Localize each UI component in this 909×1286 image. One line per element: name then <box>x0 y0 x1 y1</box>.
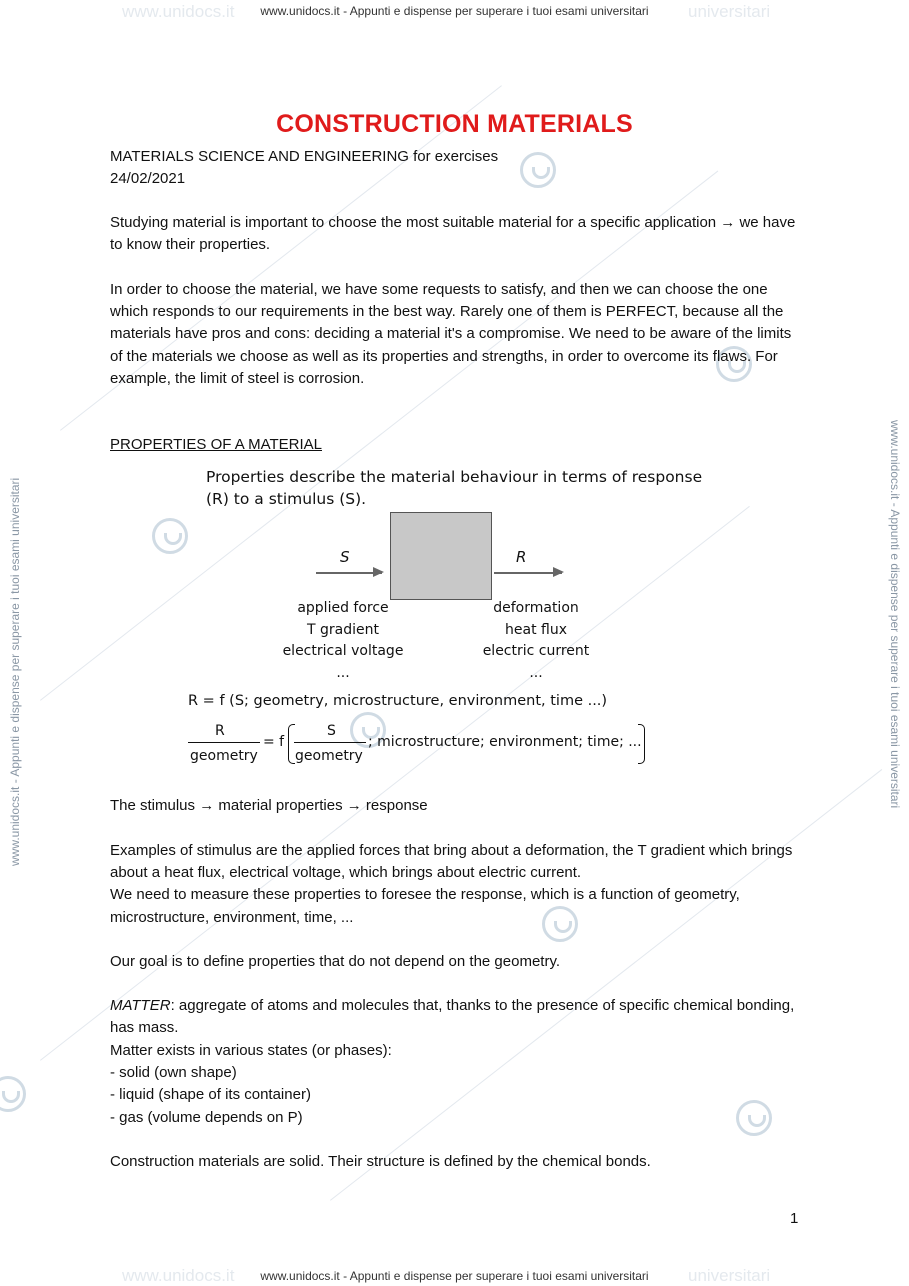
response-symbol: R <box>516 548 527 566</box>
document-date: 24/02/2021 <box>110 170 186 187</box>
unidocs-logo-icon <box>0 1076 26 1112</box>
watermark-line <box>330 769 882 1201</box>
footer-watermark: www.unidocs.it - Appunti e dispense per superare i tuoi esami universitari <box>260 1269 649 1283</box>
eq2-equals: = f <box>263 734 285 750</box>
unidocs-logo-icon <box>152 518 188 554</box>
material-box <box>390 512 492 600</box>
examples-paragraph: Examples of stimulus are the applied forces that bring about a deformation, the T gradient which brings about a heat flux, electrical voltage, which brings about electric current. We need to measure these properties to foresee the response, which is a function of geometry, microstructure, environment, time, ... <box>110 842 793 926</box>
responses-list <box>470 598 602 684</box>
page-title: CONSTRUCTION MATERIALS <box>276 110 633 138</box>
stimulus-item: ... <box>336 664 350 681</box>
watermark-ghost-text: www.unidocs.it <box>122 2 235 21</box>
matter-term: MATTER <box>110 997 171 1014</box>
watermark-ghost-text: www.unidocs.it <box>122 1266 235 1285</box>
watermark-ghost-text: universitari <box>688 1266 771 1285</box>
choice-paragraph: In order to choose the material, we have some requests to satisfy, and then we can choose the one which responds to our requirements in the best way. Rarely one of them is PERFECT, because all the materials have pros and cons: deciding a material it's a compromise. We need to be aware of the limits of the materials we choose as well as its properties and strengths, in order to overcome its flaws. For example, the limit of steel is corrosion. <box>110 281 792 387</box>
goal-paragraph: Our goal is to define properties that do not depend on the geometry. <box>110 953 561 970</box>
response-item: ... <box>529 664 543 681</box>
equation-general: R = f (S; geometry, microstructure, environment, time ...) <box>188 693 608 709</box>
stimulus-item: applied force <box>297 600 389 616</box>
response-arrow <box>494 572 562 574</box>
stimulus-symbol: S <box>340 548 350 566</box>
response-item: heat flux <box>505 621 567 638</box>
eq2-fraction-bar-right <box>294 742 366 743</box>
watermark-ghost-text: universitari <box>688 2 771 21</box>
eq2-numerator-right: S <box>327 723 336 739</box>
response-item: electric current <box>482 643 590 659</box>
side-watermark-right: www.unidocs.it - Appunti e dispense per superare i tuoi esami universitari <box>888 420 902 809</box>
header-watermark: www.unidocs.it - Appunti e dispense per superare i tuoi esami universitari <box>260 4 649 18</box>
eq2-denominator-right: geometry <box>295 748 363 764</box>
matter-definition-text: : aggregate of atoms and molecules that, thanks to the presence of specific chemical bonding, has mass. <box>110 997 795 1037</box>
stimuli-list <box>270 598 416 684</box>
section-heading: PROPERTIES OF A MATERIAL <box>110 436 322 453</box>
intro-paragraph: Studying material is important to choose the most suitable material for a specific application → we have to know their properties. <box>110 214 796 254</box>
eq2-denominator-left: geometry <box>190 748 258 764</box>
stimulus-arrow <box>316 572 382 574</box>
stimulus-item: T gradient <box>307 621 379 638</box>
matter-definition <box>110 995 800 1039</box>
eq2-fraction-bar-left <box>188 742 260 743</box>
stimulus-flow-line: The stimulus → material properties → response <box>110 797 428 814</box>
stimulus-response-figure <box>186 462 703 772</box>
page-number: 1 <box>790 1210 799 1227</box>
eq2-right-bracket <box>638 724 645 764</box>
eq2-rest: ; microstructure; environment; time; ... <box>368 734 642 750</box>
matter-states-list: Matter exists in various states (or phases): - solid (own shape) - liquid (shape of its container) - gas (volume depends on P) <box>110 1042 392 1126</box>
closing-paragraph: Construction materials are solid. Their structure is defined by the chemical bonds. <box>110 1153 651 1170</box>
course-subtitle: MATERIALS SCIENCE AND ENGINEERING for exercises <box>110 148 499 165</box>
eq2-numerator-left: R <box>215 723 225 739</box>
response-item: deformation <box>493 600 579 616</box>
eq2-left-bracket <box>288 724 295 764</box>
figure-caption: Properties describe the material behaviour in terms of response (R) to a stimulus (S). <box>206 468 703 508</box>
stimulus-item: electrical voltage <box>282 643 404 659</box>
side-watermark-left: www.unidocs.it - Appunti e dispense per superare i tuoi esami universitari <box>8 477 22 866</box>
